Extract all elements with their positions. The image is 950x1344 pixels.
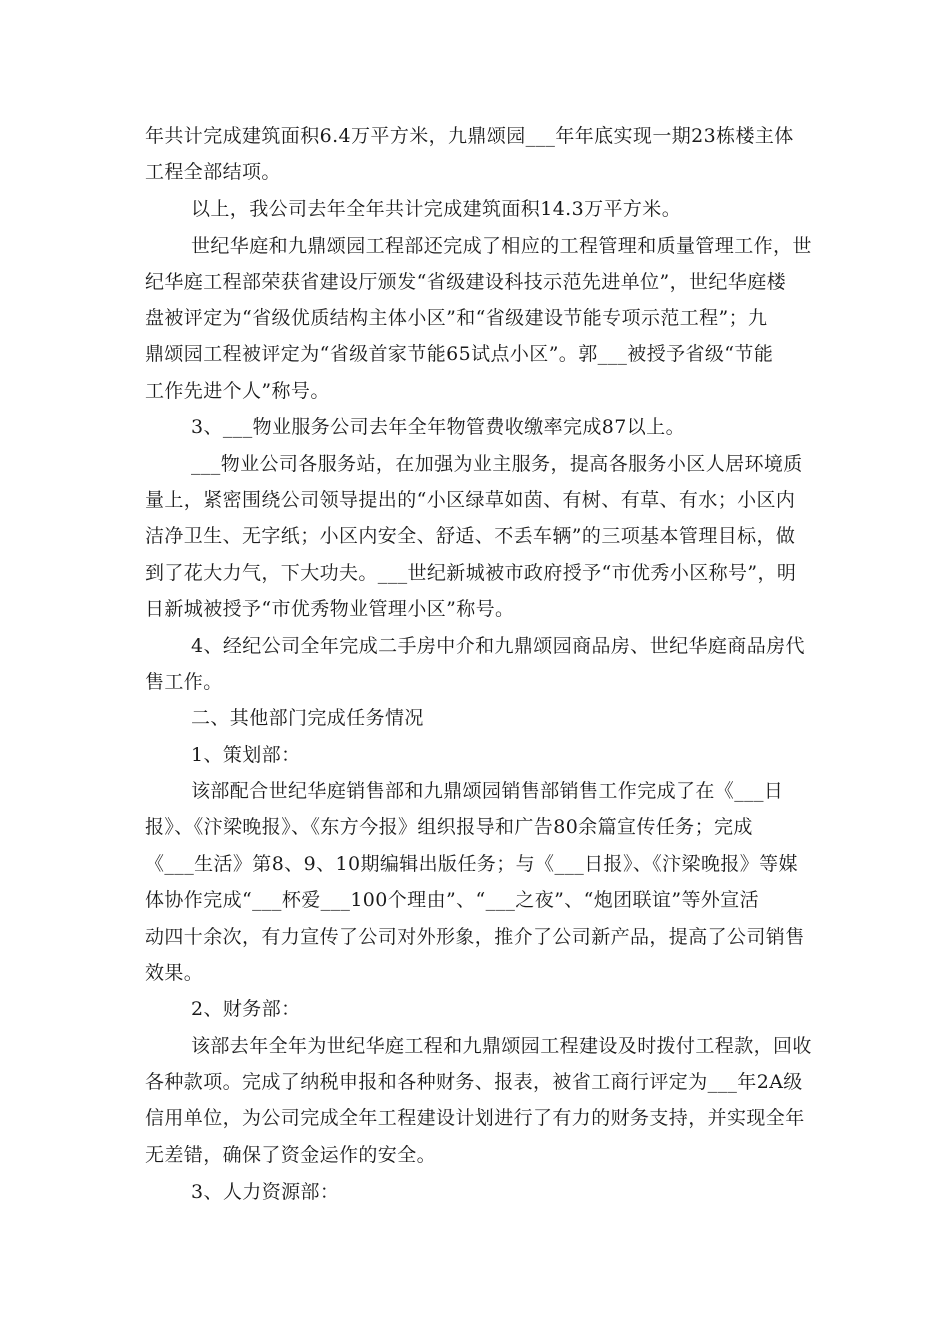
text-line: 售工作。 bbox=[145, 671, 223, 693]
paragraph-line: 以上，我公司去年全年共计完成建筑面积14.3万平方米。 bbox=[191, 198, 682, 220]
paragraph-line: 4、经纪公司全年完成二手房中介和九鼎颂园商品房、世纪华庭商品房代 bbox=[191, 635, 805, 657]
text-line: 年共计完成建筑面积6.4万平方米，九鼎颂园___年年底实现一期23栋楼主体 bbox=[145, 125, 794, 147]
text-line: 日新城被授予“市优秀物业管理小区”称号。 bbox=[145, 598, 515, 620]
text-line: 无差错，确保了资金运作的安全。 bbox=[145, 1144, 437, 1166]
text-line: 《___生活》第8、9、10期编辑出版任务；与《___日报》、《汴梁晚报》等媒 bbox=[145, 853, 798, 875]
text-line: 效果。 bbox=[145, 962, 204, 984]
text-line: 洁净卫生、无字纸；小区内安全、舒适、不丢车辆”的三项基本管理目标，做 bbox=[145, 525, 796, 547]
text-line: 报》、《汴梁晚报》、《东方今报》组织报导和广告80余篇宣传任务；完成 bbox=[145, 816, 753, 838]
text-line: 体协作完成“___杯爱___100个理由”、“___之夜”、“炮团联谊”等外宣活 bbox=[145, 889, 760, 911]
section-heading: 二、其他部门完成任务情况 bbox=[191, 707, 424, 729]
paragraph-line: 3、___物业服务公司去年全年物管费收缴率完成87以上。 bbox=[191, 416, 685, 438]
text-line: 动四十余次，有力宣传了公司对外形象，推介了公司新产品，提高了公司销售 bbox=[145, 926, 805, 948]
text-line: 各种款项。完成了纳税申报和各种财务、报表，被省工商行评定为___年2A级 bbox=[145, 1071, 803, 1093]
subsection-heading: 2、财务部： bbox=[191, 998, 301, 1020]
paragraph-line: 该部配合世纪华庭销售部和九鼎颂园销售部销售工作完成了在《___日 bbox=[191, 780, 784, 802]
text-line: 量上，紧密围绕公司领导提出的“小区绿草如茵、有树、有草、有水；小区内 bbox=[145, 489, 796, 511]
text-line: 信用单位，为公司完成全年工程建设计划进行了有力的财务支持，并实现全年 bbox=[145, 1107, 805, 1129]
text-line: 到了花大力气，下大功夫。___世纪新城被市政府授予“市优秀小区称号”，明 bbox=[145, 562, 797, 584]
text-line: 工程全部结项。 bbox=[145, 161, 281, 183]
text-line: 盘被评定为“省级优质结构主体小区”和“省级建设节能专项示范工程”；九 bbox=[145, 307, 768, 329]
subsection-heading: 3、人力资源部： bbox=[191, 1181, 340, 1203]
text-line: 工作先进个人”称号。 bbox=[145, 380, 330, 402]
text-line: 纪华庭工程部荣获省建设厅颁发“省级建设科技示范先进单位”，世纪华庭楼 bbox=[145, 271, 787, 293]
subsection-heading: 1、策划部： bbox=[191, 744, 301, 766]
text-line: 鼎颂园工程被评定为“省级首家节能65试点小区”。郭___被授予省级“节能 bbox=[145, 343, 774, 365]
paragraph-line: 该部去年全年为世纪华庭工程和九鼎颂园工程建设及时拨付工程款，回收 bbox=[191, 1035, 812, 1057]
paragraph-line: 世纪华庭和九鼎颂园工程部还完成了相应的工程管理和质量管理工作，世 bbox=[191, 235, 812, 257]
paragraph-line: ___物业公司各服务站，在加强为业主服务，提高各服务小区人居环境质 bbox=[191, 453, 803, 475]
